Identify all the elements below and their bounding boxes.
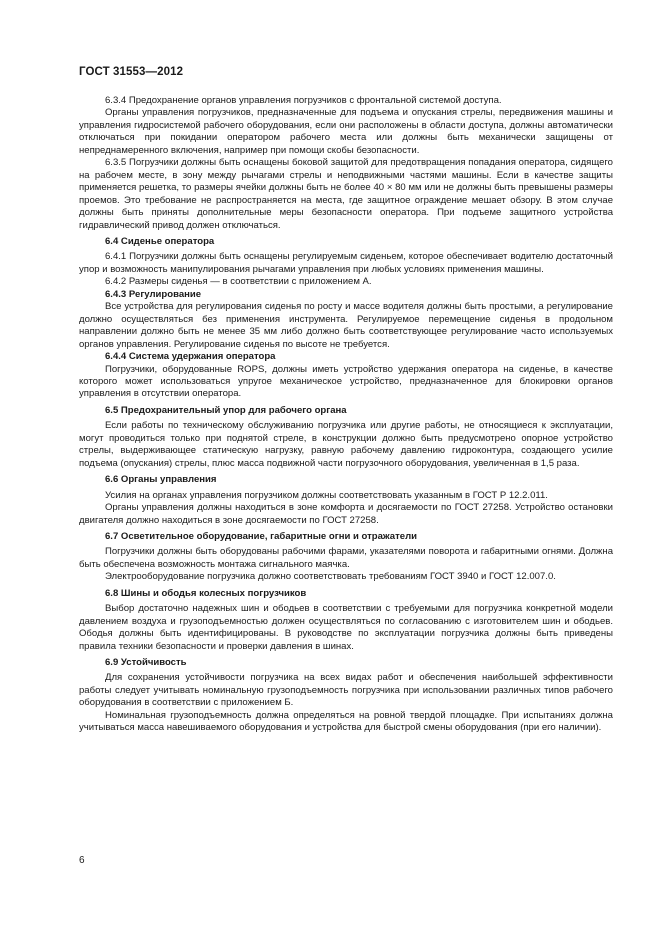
paragraph-6-4-1: 6.4.1 Погрузчики должны быть оснащены регулируемым сиденьем, которое обеспечивает водителю достаточный упор и возможность манипулирования рычагами управления при любых условиях применения машины. xyxy=(79,251,613,275)
section-heading-6-7: 6.7 Осветительное оборудование, габаритные огни и отражатели xyxy=(105,530,418,542)
document-header: ГОСТ 31553—2012 xyxy=(79,66,184,78)
section-heading-6-6: 6.6 Органы управления xyxy=(105,474,217,486)
paragraph-6-3-4-body: Органы управления погрузчиков, предназначенные для подъема и опускания стрелы, передвижения машины и управления гидросистемой рабочего оборудования, если они расположены в области доступа, должны автоматически отключаться при покидании оператором рабочего места или должны быть механически защищены от непреднамеренного включения, например при помощи скобы безопасности. xyxy=(79,107,613,156)
paragraph-6-7-b: Электрооборудование погрузчика должно соответствовать требованиям ГОСТ 3940 и ГОСТ 12.007.0. xyxy=(105,571,556,583)
paragraph-6-4-4: Погрузчики, оборудованные ROPS, должны иметь устройство удержания оператора на сиденье, в качестве которого может использоваться упругое механическое устройство, предназначенное для блокировки органов управления в отсутствии оператора. xyxy=(79,363,613,400)
paragraph-6-3-5: 6.3.5 Погрузчики должны быть оснащены боковой защитой для предотвращения попадания оператора, сидящего на рабочем месте, в зону между рычагами стрелы и неподвижными частями машины. Если в качестве защиты применяется решетка, то размеры ячейки должны быть не более 40 × 80 мм или не должны быть превышены размеры проемов. Это требование не распространяется на места, где защитное ограждение мешает обзору. В этом случае должны быть приняты дополнительные меры безопасности оператора. При подъеме защитного устройства гидравлический привод должен отключаться. xyxy=(79,157,613,231)
section-heading-6-4: 6.4 Сиденье оператора xyxy=(105,235,215,247)
section-heading-6-4-4: 6.4.4 Система удержания оператора xyxy=(105,351,276,363)
paragraph-6-6-a: Усилия на органах управления погрузчиком должны соответствовать указанным в ГОСТ Р 12.2.011. xyxy=(105,489,548,501)
paragraph-6-8: Выбор достаточно надежных шин и ободьев в соответствии с требуемыми для погрузчика конкретной модели давлением воздуха и грузоподъемностью должен осуществляться по согласованию с изготовителем шин и ободьев. Ободья должны быть идентифицированы. В руководстве по эксплуатации погрузчика должны быть приведены правила техники безопасности и проверки давления в шинах. xyxy=(79,603,613,652)
document-body xyxy=(79,95,613,735)
section-heading-6-9: 6.9 Устойчивость xyxy=(105,657,187,669)
paragraph-6-5: Если работы по техническому обслуживанию погрузчика или другие работы, не относящиеся к эксплуатации, могут проводиться только при поднятой стреле, в конструкции должно быть предусмотрено опорное устройство стрелы, выдерживающее статическую нагрузку, равную рабочему давлению гидроконтура, создающего усилие подъема (опускания) стрелы, плюс масса подвижной части погрузочного оборудования, увеличенная в 1,5 раза. xyxy=(79,420,613,469)
paragraph-6-9-b: Номинальная грузоподъемность должна определяться на ровной твердой площадке. При испытаниях должна учитываться масса навешиваемого оборудования и устройства для быстрой смены оборудования (при его наличии). xyxy=(79,709,613,734)
page-number: 6 xyxy=(79,855,85,866)
section-heading-6-5: 6.5 Предохранительный упор для рабочего органа xyxy=(105,404,347,416)
paragraph-6-3-4: 6.3.4 Предохранение органов управления погрузчиков с фронтальной системой доступа. xyxy=(105,95,502,106)
paragraph-6-4-2: 6.4.2 Размеры сиденья — в соответствии с приложением А. xyxy=(105,276,372,288)
paragraph-6-4-3: Все устройства для регулирования сиденья по росту и массе водителя должны быть простыми, а регулирование должно осуществляться без применения инструмента. Регулируемое перемещение сиденья в продольном направлении должно быть не менее 35 мм либо должно быть соответствующее регулирование часто используемых органов управления. Регулирование сиденья по высоте не требуется. xyxy=(79,301,613,350)
paragraph-6-6-b: Органы управления должны находиться в зоне комфорта и досягаемости по ГОСТ 27258. Устройство остановки двигателя должно находиться в зоне досягаемости по ГОСТ 27258. xyxy=(79,502,613,526)
section-heading-6-8: 6.8 Шины и ободья колесных погрузчиков xyxy=(105,587,307,599)
section-heading-6-4-3: 6.4.3 Регулирование xyxy=(105,288,202,300)
paragraph-6-7-a: Погрузчики должны быть оборудованы рабочими фарами, указателями поворота и габаритными огнями. Должна быть обеспечена возможность монтажа сигнального маячка. xyxy=(79,546,613,570)
paragraph-6-9-a: Для сохранения устойчивости погрузчика на всех видах работ и обеспечения наибольшей эффективности работы следует учитывать номинальную грузоподъемность погрузчика при использовании различных типов рабочего оборудования в соответствии с приложением Б. xyxy=(79,672,613,709)
